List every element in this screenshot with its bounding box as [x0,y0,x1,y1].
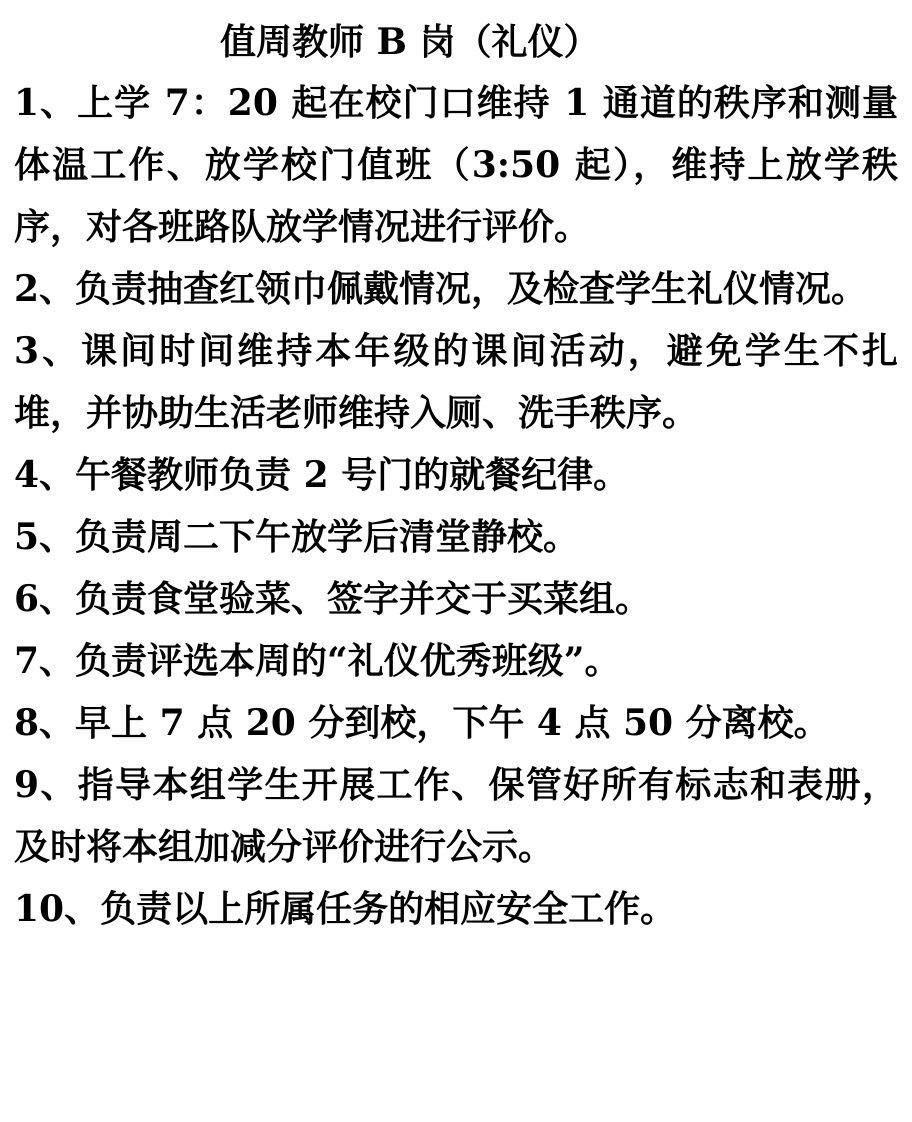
duty-item-1: 1、上学 7：20 起在校门口维持 1 通道的秩序和测量体温工作、放学校门值班（3:50 起），维持上放学秩序，对各班路队放学情况进行评价。 [14,82,898,248]
duty-item-7: 7、负责评选本周的“礼仪优秀班级”。 [14,640,621,682]
duty-item-8: 8、早上 7 点 20 分到校，下午 4 点 50 分离校。 [14,702,830,744]
duty-item-4: 4、午餐教师负责 2 号门的就餐纪律。 [14,454,630,496]
document-page [14,12,898,940]
duty-item-2: 2、负责抽查红领巾佩戴情况，及检查学生礼仪情况。 [14,268,868,310]
duty-item-6: 6、负责食堂验菜、签字并交于买菜组。 [14,578,652,620]
duty-item-10: 10、负责以上所属任务的相应安全工作。 [14,888,677,930]
duty-item-3: 3、课间时间维持本年级的课间活动，避免学生不扎堆，并协助生活老师维持入厕、洗手秩序。 [14,330,898,434]
duty-item-9: 9、指导本组学生开展工作、保管好所有标志和表册，及时将本组加减分评价进行公示。 [14,764,898,868]
duty-item-5: 5、负责周二下午放学后清堂静校。 [14,516,580,558]
document-title: 值周教师 B 岗（礼仪） [220,21,600,63]
